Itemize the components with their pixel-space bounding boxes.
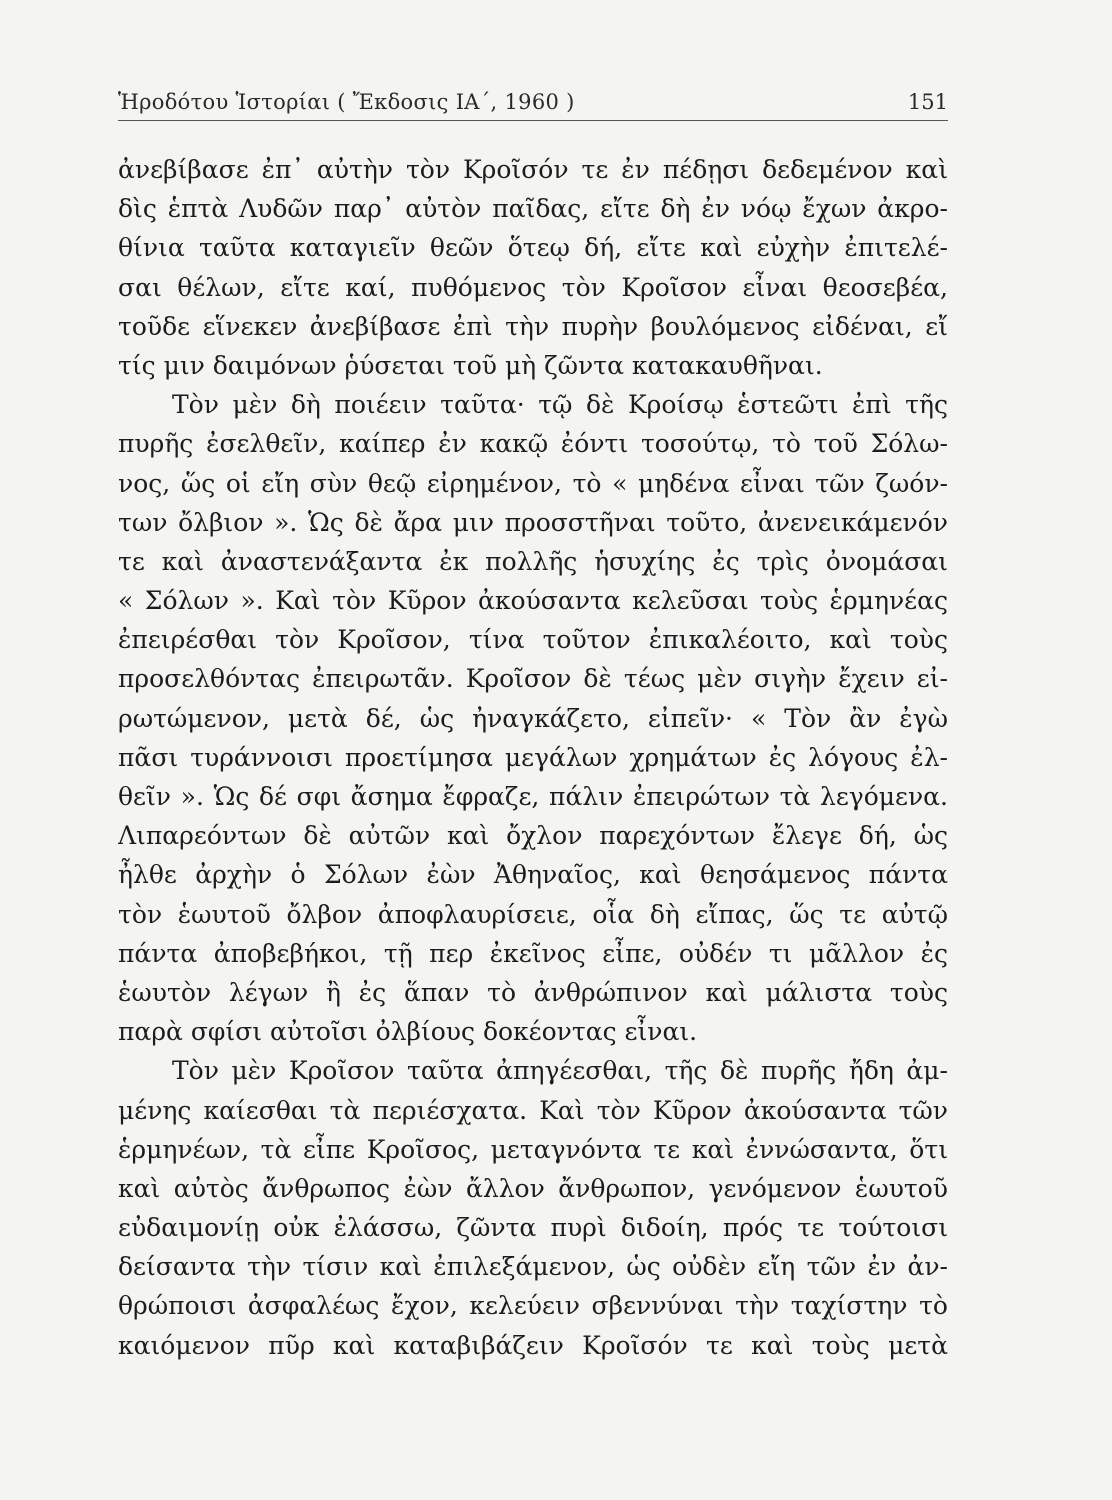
text-line: θρώποισι ἀσφαλέως ἔχον, κελεύειν σβεννύναι τὴν ταχίστην τὸ [118, 1291, 948, 1321]
text-line: νος, ὥς οἱ εἴη σὺν θεῷ εἰρημένον, τὸ « μηδένα εἶναι τῶν ζωόν- [118, 468, 948, 498]
header-title: Ἡροδότου Ἱστορίαι ( Ἔκδοσις ΙΑ΄, 1960 ) [118, 90, 575, 114]
text-line: Λιπαρεόντων δὲ αὐτῶν καὶ ὄχλον παρεχόντων ἔλεγε δή, ὡς [118, 821, 948, 851]
text-line: ρωτώμενον, μετὰ δέ, ὡς ἠναγκάζετο, εἰπεῖν· « Τὸν ἂν ἐγὼ [118, 703, 948, 733]
text-line: ἀνεβίβασε ἐπ᾽ αὐτὴν τὸν Κροῖσόν τε ἐν πέδῃσι δεδεμένον καὶ [118, 155, 948, 184]
text-line: εὐδαιμονίῃ οὐκ ἐλάσσω, ζῶντα πυρὶ διδοίη, πρός τε τούτοισι [118, 1213, 948, 1243]
text-line: « Σόλων ». Καὶ τὸν Κῦρον ἀκούσαντα κελεῦσαι τοὺς ἑρμηνέας [118, 586, 948, 616]
text-line: θεῖν ». Ὡς δέ σφι ἄσημα ἔφραζε, πάλιν ἐπειρώτων τὰ λεγόμενα. [118, 782, 948, 811]
text-line: τε καὶ ἀναστενάξαντα ἐκ πολλῆς ἡσυχίης ἐς τρὶς ὀνομάσαι [118, 546, 948, 576]
running-header [118, 86, 948, 121]
text-line: ἑωυτὸν λέγων ἢ ἐς ἅπαν τὸ ἀνθρώπινον καὶ μάλιστα τοὺς [118, 977, 948, 1007]
text-line: πυρῆς ἐσελθεῖν, καίπερ ἐν κακῷ ἐόντι τοσούτῳ, τὸ τοῦ Σόλω- [118, 429, 948, 459]
text-line: ἐπειρέσθαι τὸν Κροῖσον, τίνα τοῦτον ἐπικαλέοιτο, καὶ τοὺς [118, 625, 948, 655]
text-line: πᾶσι τυράννοισι προετίμησα μεγάλων χρημάτων ἐς λόγους ἐλ- [118, 742, 948, 772]
text-line: τίς μιν δαιμόνων ῥύσεται τοῦ μὴ ζῶντα κατακαυθῆναι. [118, 350, 823, 380]
paragraph-start-line: Τὸν μὲν δὴ ποιέειν ταῦτα· τῷ δὲ Κροίσῳ ἑστεῶτι ἐπὶ τῆς [172, 390, 948, 420]
text-line: σαι θέλων, εἴτε καί, πυθόμενος τὸν Κροῖσον εἶναι θεοσεβέα, [118, 272, 948, 302]
text-line: προσελθόντας ἐπειρωτᾶν. Κροῖσον δὲ τέως μὲν σιγὴν ἔχειν εἰ- [118, 664, 948, 694]
paragraph-start-line: Τὸν μὲν Κροῖσον ταῦτα ἀπηγέεσθαι, τῆς δὲ πυρῆς ἤδη ἀμ- [172, 1056, 948, 1086]
text-line: ἑρμηνέων, τὰ εἶπε Κροῖσος, μεταγνόντα τε καὶ ἐννώσαντα, ὅτι [118, 1134, 948, 1164]
text-line: μένης καίεσθαι τὰ περιέσχατα. Καὶ τὸν Κῦρον ἀκούσαντα τῶν [118, 1095, 948, 1125]
text-line: παρὰ σφίσι αὐτοῖσι ὀλβίους δοκέοντας εἶναι. [118, 1017, 698, 1047]
page-number: 151 [907, 90, 948, 114]
text-line: ἦλθε ἀρχὴν ὁ Σόλων ἐὼν Ἀθηναῖος, καὶ θεησάμενος πάντα [118, 860, 948, 890]
text-line: καιόμενον πῦρ καὶ καταβιβάζειν Κροῖσόν τε καὶ τοὺς μετὰ [118, 1330, 948, 1360]
body-text [118, 150, 948, 1365]
text-line: τοῦδε εἵνεκεν ἀνεβίβασε ἐπὶ τὴν πυρὴν βουλόμενος εἰδέναι, εἴ [118, 311, 948, 341]
text-line: θίνια ταῦτα καταγιεῖν θεῶν ὅτεῳ δή, εἴτε καὶ εὐχὴν ἐπιτελέ- [118, 233, 948, 263]
text-line: πάντα ἀποβεβήκοι, τῇ περ ἐκεῖνος εἶπε, οὐδέν τι μᾶλλον ἐς [118, 938, 948, 968]
text-line: τὸν ἑωυτοῦ ὄλβον ἀποφλαυρίσειε, οἷα δὴ εἴπας, ὥς τε αὐτῷ [118, 899, 948, 929]
text-line: των ὄλβιον ». Ὡς δὲ ἄρα μιν προσστῆναι τοῦτο, ἀνενεικάμενόν [118, 507, 948, 537]
text-line: δείσαντα τὴν τίσιν καὶ ἐπιλεξάμενον, ὡς οὐδὲν εἴη τῶν ἐν ἀν- [118, 1252, 948, 1282]
text-line: δὶς ἑπτὰ Λυδῶν παρ᾽ αὐτὸν παῖδας, εἴτε δὴ ἐν νόῳ ἔχων ἀκρο- [118, 194, 948, 224]
text-line: καὶ αὐτὸς ἄνθρωπος ἐὼν ἄλλον ἄνθρωπον, γενόμενον ἑωυτοῦ [118, 1173, 948, 1203]
